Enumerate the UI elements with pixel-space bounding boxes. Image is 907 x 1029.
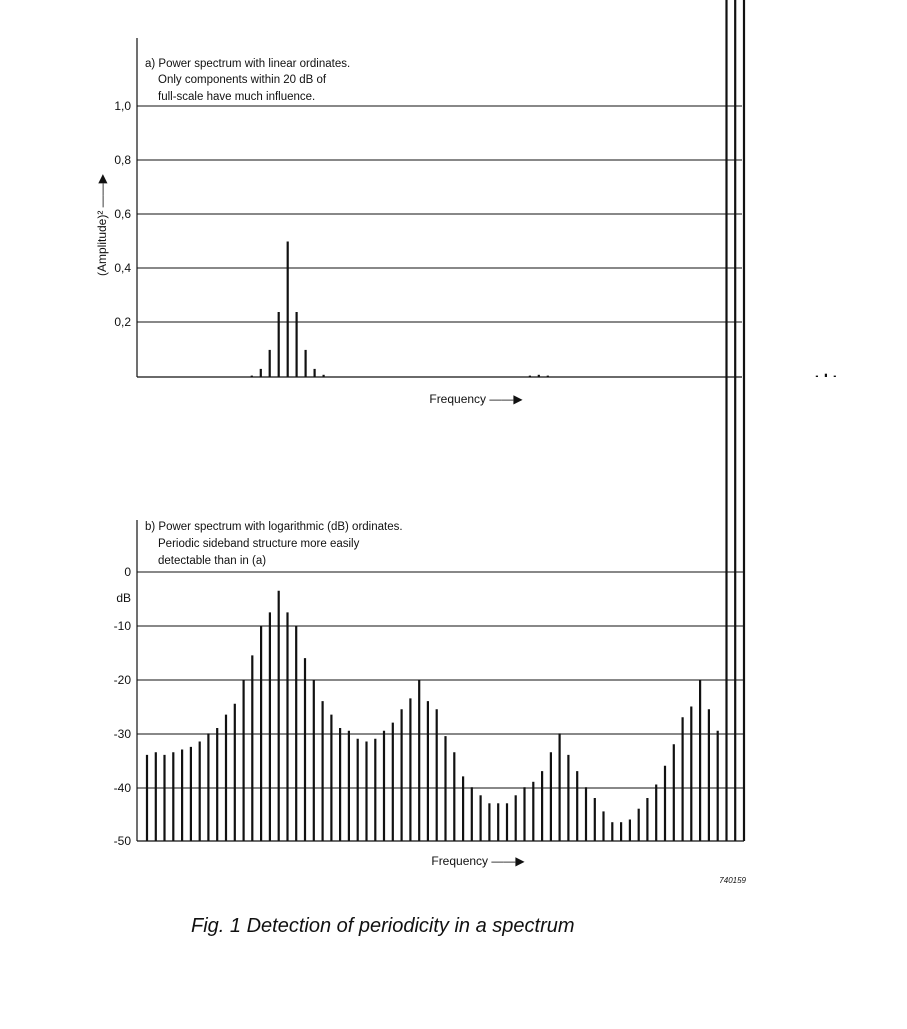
panel-b-tick-labels (114, 565, 132, 848)
panel-b-gridlines (137, 572, 744, 788)
panel-a-x-axis-label: Frequency ——▶ (429, 392, 523, 406)
panel-b-bars (147, 0, 744, 841)
panel-b-annotation-line: b) Power spectrum with logarithmic (dB) ordinates. (145, 521, 403, 533)
panel-a-y-tick-label: 0,8 (114, 153, 131, 167)
panel-b-y-tick-label: -40 (113, 781, 131, 795)
panel-b-chart (114, 0, 744, 868)
panel-a-y-axis-label: (Amplitude)² ——▶ (95, 174, 109, 276)
panel-b-annotation-line: detectable than in (a) (158, 555, 267, 567)
panel-b-y-unit-label: dB (116, 591, 131, 605)
panel-b-y-tick-label: -20 (113, 673, 131, 687)
panel-b-y-tick-label: -50 (113, 834, 131, 848)
panel-a-annotation (145, 58, 350, 103)
panel-b-annotation (145, 521, 403, 567)
panel-a-y-tick-label: 1,0 (114, 99, 131, 113)
panel-a-annotation-line: a) Power spectrum with linear ordinates. (145, 58, 351, 70)
panel-a-tick-labels (114, 99, 131, 329)
figure-code: 740159 (719, 876, 746, 885)
panel-b-y-tick-label: -10 (113, 619, 131, 633)
panel-a-annotation-line: full-scale have much influence. (158, 91, 316, 103)
panel-a-annotation-line: Only components within 20 dB of (158, 74, 327, 86)
panel-a-bars (252, 242, 835, 378)
panel-b-x-axis-label: Frequency ——▶ (431, 854, 525, 868)
panel-a-gridlines (137, 106, 742, 322)
panel-a-y-tick-label: 0,6 (114, 207, 131, 221)
panel-a-y-tick-label: 0,4 (114, 261, 131, 275)
panel-b-y-tick-label: -30 (113, 727, 131, 741)
panel-b-y-tick-label: 0 (124, 565, 131, 579)
panel-a-chart (95, 38, 835, 406)
figure-caption: Fig. 1 Detection of periodicity in a spectrum (191, 915, 575, 937)
panel-b-annotation-line: Periodic sideband structure more easily (158, 538, 360, 550)
panel-a-y-tick-label: 0,2 (114, 315, 131, 329)
